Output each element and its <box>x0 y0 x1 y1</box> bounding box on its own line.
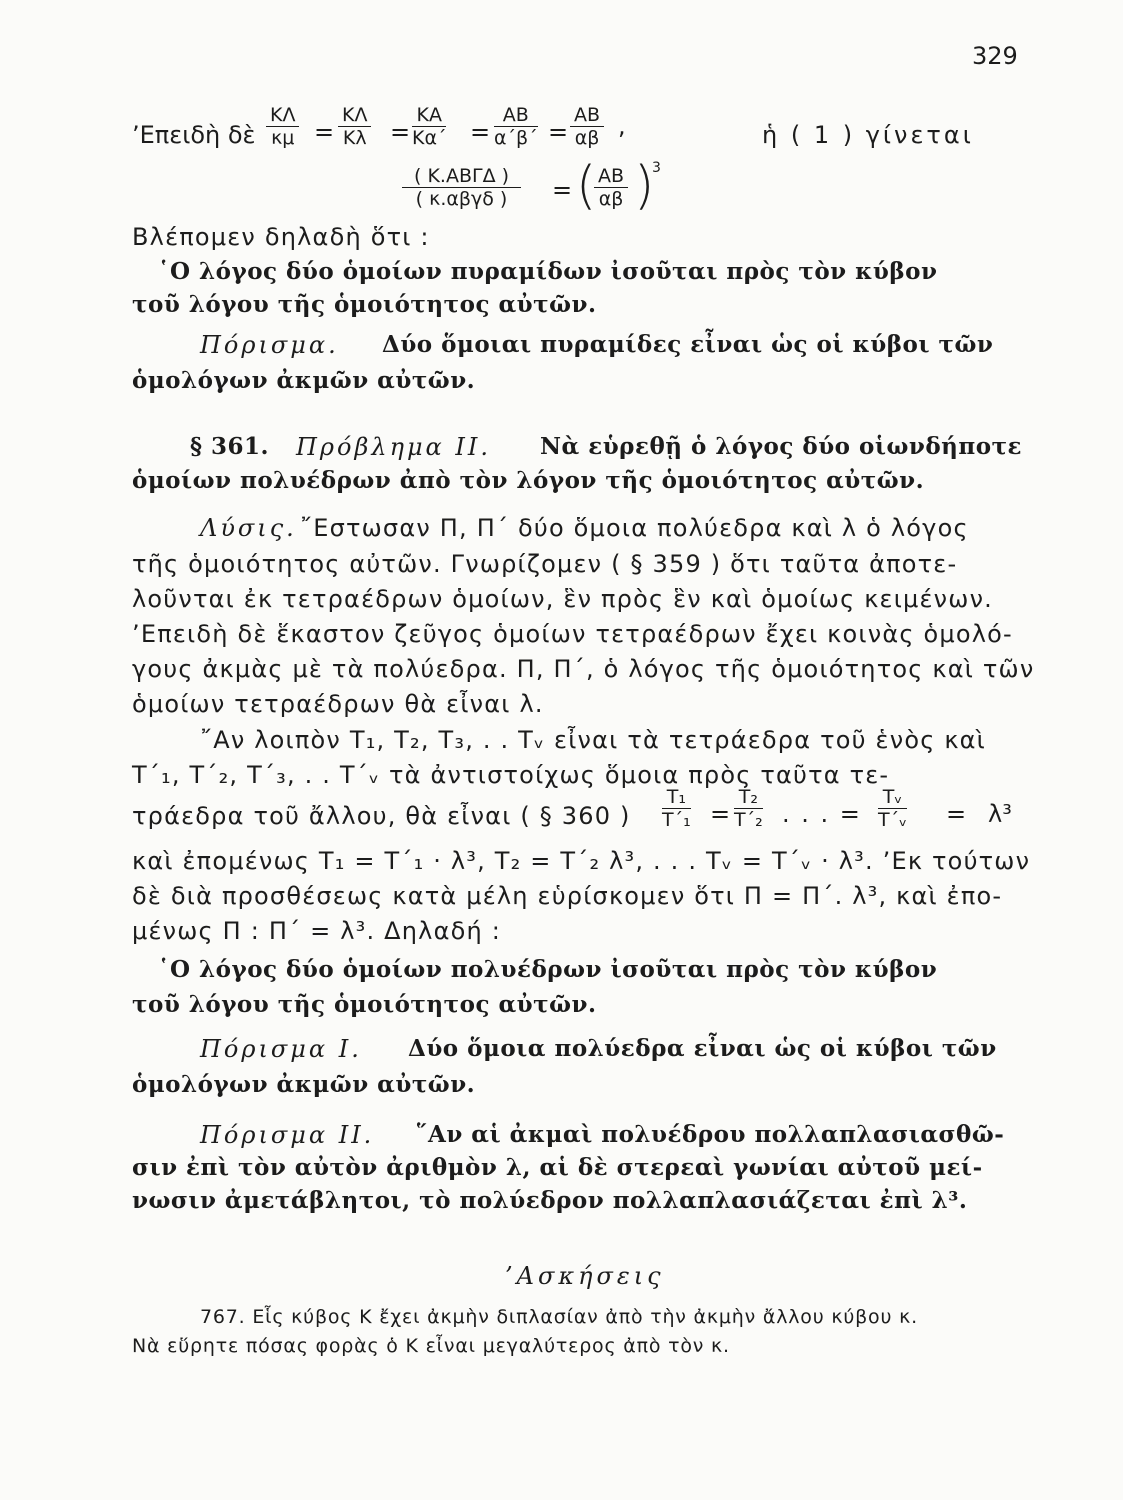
fraction <box>878 786 907 831</box>
equation-lead: ’Επειδὴ δὲ <box>132 121 256 149</box>
corollary-label: Πόρισμα. <box>200 331 339 359</box>
equals-sign: = <box>946 800 967 828</box>
text-line: ὁμοίων τετραέδρων θὰ εἶναι λ. <box>132 690 544 718</box>
denominator: Κα΄ <box>412 127 447 149</box>
comma: , <box>618 112 626 140</box>
denominator: κμ <box>271 127 295 149</box>
equals-sign: = <box>552 176 573 204</box>
theorem-line: ῾Ο λόγος δύο ὁμοίων πυραμίδων ἰσοῦται πρὸς τὸν κύβον <box>158 258 938 285</box>
numerator: ΚΛ <box>266 104 299 127</box>
text-line: τῆς ὁμοιότητος αὐτῶν. Γνωρίζομεν ( § 359 ) ὅτι ταῦτα ἀποτε- <box>132 550 958 578</box>
theorem-line: ῾Ο λόγος δύο ὁμοίων πολυέδρων ἰσοῦται πρὸς τὸν κύβον <box>158 956 938 983</box>
left-parenthesis: ( <box>576 156 597 216</box>
denominator: Τ΄ᵥ <box>878 809 908 831</box>
corollary-text: σιν ἐπὶ τὸν αὐτὸν ἀριθμὸν λ, αἱ δὲ στερεαὶ γωνίαι αὐτοῦ μεί- <box>132 1154 983 1181</box>
exercises-heading: ’Ασκήσεις <box>505 1262 665 1290</box>
equals-sign: = <box>470 118 491 146</box>
corollary-text: νωσιν ἀμετάβλητοι, τὸ πολύεδρον πολλαπλασιάζεται ἐπὶ λ³. <box>132 1187 968 1214</box>
fraction <box>412 104 446 149</box>
numerator: Τ₁ <box>662 786 691 809</box>
denominator: α΄β΄ <box>494 127 538 149</box>
section-number: § 361. <box>190 433 270 460</box>
equation-tail: ἡ ( 1 ) γίνεται <box>762 121 974 149</box>
corollary-text: Δύο ὅμοια πολύεδρα εἶναι ὡς οἱ κύβοι τῶν <box>408 1035 997 1062</box>
text-line: ’Επειδὴ δὲ ἕκαστον ζεῦγος ὁμοίων τετραέδρων ἔχει κοινὰς ὁμολό- <box>132 620 1013 648</box>
numerator: ΚΛ <box>338 104 371 127</box>
numerator: ΑΒ <box>494 104 538 127</box>
fraction <box>338 104 371 149</box>
corollary-text: Δύο ὅμοιαι πυραμίδες εἶναι ὡς οἱ κύβοι τῶν <box>382 331 994 358</box>
numerator: ΑΒ <box>570 104 604 127</box>
equals-sign: = <box>314 118 335 146</box>
denominator: αβ <box>574 127 600 149</box>
denominator: Τ΄₁ <box>662 809 691 831</box>
theorem-line: τοῦ λόγου τῆς ὁμοιότητος αὐτῶν. <box>132 991 597 1018</box>
equals-sign: = <box>710 800 731 828</box>
problem-label: Πρόβλημα ΙΙ. <box>296 433 491 461</box>
text-line: γους ἀκμὰς μὲ τὰ πολύεδρα. Π, Π΄, ὁ λόγος τῆς ὁμοιότητος καὶ τῶν <box>132 655 1035 683</box>
text-line: Τ΄₁, Τ΄₂, Τ΄₃, . . Τ΄ᵥ τὰ ἀντιστοίχως ὅμοια πρὸς ταῦτα τε- <box>132 761 890 789</box>
exponent: 3 <box>652 160 661 176</box>
right-parenthesis: ) <box>634 156 655 216</box>
fraction <box>570 104 604 149</box>
equals-sign: = <box>390 118 411 146</box>
lambda-cubed: λ³ <box>988 800 1012 828</box>
numerator: ΚΑ <box>412 104 446 127</box>
numerator: ΑΒ <box>594 165 628 188</box>
solution-label: Λύσις. <box>200 514 297 542</box>
corollary-label: Πόρισμα ΙΙ. <box>200 1121 375 1149</box>
corollary-text: ὁμολόγων ἀκμῶν αὐτῶν. <box>132 1071 476 1098</box>
fraction <box>594 165 628 210</box>
problem-text: Νὰ εὑρεθῇ ὁ λόγος δύο οἱωνδήποτε <box>540 433 1023 460</box>
text-line: τράεδρα τοῦ ἄλλου, θὰ εἶναι ( § 360 ) <box>132 802 631 830</box>
numerator: Τ₂ <box>734 786 763 809</box>
text-line: μένως Π : Π΄ = λ³. Δηλαδή : <box>132 917 502 945</box>
numerator: ( Κ.ΑΒΓΔ ) <box>402 165 521 188</box>
fraction <box>734 786 763 831</box>
denominator: Τ΄₂ <box>734 809 763 831</box>
ellipsis-equals: . . . = <box>782 800 862 828</box>
fraction <box>494 104 538 149</box>
corollary-text: ῞Αν αἱ ἀκμαὶ πολυέδρου πολλαπλασιασθῶ- <box>416 1121 1005 1148</box>
text-line: δὲ διὰ προσθέσεως κατὰ μέλη εὑρίσκομεν ὅτι Π = Π΄. λ³, καὶ ἐπο- <box>132 882 1003 910</box>
page-number: 329 <box>972 42 1018 70</box>
fraction <box>402 165 521 210</box>
theorem-line: τοῦ λόγου τῆς ὁμοιότητος αὐτῶν. <box>132 291 597 318</box>
text-line: ῎Εστωσαν Π, Π΄ δύο ὅμοια πολύεδρα καὶ λ ὁ λόγος <box>300 514 969 542</box>
corollary-text: ὁμολόγων ἀκμῶν αὐτῶν. <box>132 367 476 394</box>
equals-sign: = <box>548 118 569 146</box>
denominator: Κλ <box>342 127 367 149</box>
exercise-line: 767. Εἷς κύβος Κ ἔχει ἀκμὴν διπλασίαν ἀπὸ τὴν ἀκμὴν ἄλλου κύβου κ. <box>200 1306 918 1328</box>
problem-text: ὁμοίων πολυέδρων ἀπὸ τὸν λόγον τῆς ὁμοιότητος αὐτῶν. <box>132 467 925 494</box>
text-line: καὶ ἐπομένως Τ₁ = Τ΄₁ · λ³, Τ₂ = Τ΄₂ λ³, . . . Τᵥ = Τ΄ᵥ · λ³. ’Εκ τούτων <box>132 847 1031 875</box>
text-line: ῎Αν λοιπὸν Τ₁, Τ₂, Τ₃, . . Τᵥ εἶναι τὰ τετράεδρα τοῦ ἑνὸς καὶ <box>200 726 987 754</box>
fraction <box>662 786 691 831</box>
text-line: Βλέπομεν δηλαδὴ ὅτι : <box>132 223 430 251</box>
denominator: αβ <box>598 188 624 210</box>
fraction <box>266 104 299 149</box>
text-line: λοῦνται ἐκ τετραέδρων ὁμοίων, ἓν πρὸς ἓν καὶ ὁμοίως κειμένων. <box>132 585 994 613</box>
corollary-label: Πόρισμα Ι. <box>200 1035 362 1063</box>
exercise-line: Νὰ εὕρητε πόσας φορὰς ὁ Κ εἶναι μεγαλύτερος ἀπὸ τὸν κ. <box>132 1335 730 1357</box>
denominator: ( κ.αβγδ ) <box>415 188 508 210</box>
numerator: Τᵥ <box>878 786 907 809</box>
